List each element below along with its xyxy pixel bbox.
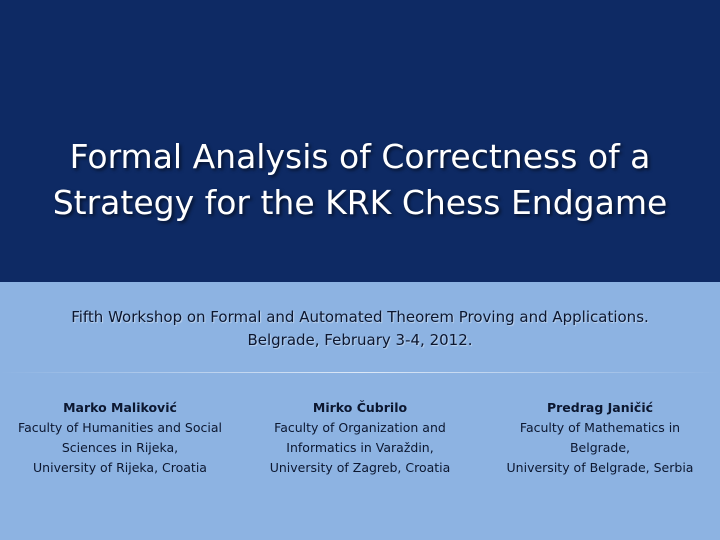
author-block	[480, 398, 720, 478]
author-name: Mirko Čubrilo	[312, 400, 408, 415]
author-affiliation-line: Faculty of Organization and	[274, 420, 446, 435]
author-block	[0, 398, 240, 478]
author-affiliation-line: Faculty of Humanities and Social	[18, 420, 222, 435]
author-affiliation-line: University of Belgrade, Serbia	[506, 460, 694, 475]
author-name: Marko Maliković	[63, 400, 177, 415]
author-affiliation-line: University of Zagreb, Croatia	[269, 460, 451, 475]
subtitle-line-1: Fifth Workshop on Formal and Automated Theorem Proving and Applications.	[71, 308, 649, 326]
author-affiliation-line: Faculty of Mathematics in	[519, 420, 681, 435]
author-name: Predrag Janičić	[546, 400, 654, 415]
subtitle-line-2: Belgrade, February 3-4, 2012.	[247, 331, 473, 349]
author-affiliation-line: Informatics in Varaždin,	[286, 440, 434, 455]
author-affiliation-line: Sciences in Rijeka,	[61, 440, 179, 455]
divider	[0, 372, 720, 373]
title-line-2: Strategy for the KRK Chess Endgame	[52, 183, 668, 222]
author-affiliation-line: Belgrade,	[569, 440, 631, 455]
authors-section	[0, 398, 720, 488]
slide-title	[40, 134, 680, 226]
slide-subtitle	[20, 306, 700, 352]
author-block	[240, 398, 480, 478]
title-line-1: Formal Analysis of Correctness of a	[69, 137, 651, 176]
author-affiliation-line: University of Rijeka, Croatia	[33, 460, 207, 475]
